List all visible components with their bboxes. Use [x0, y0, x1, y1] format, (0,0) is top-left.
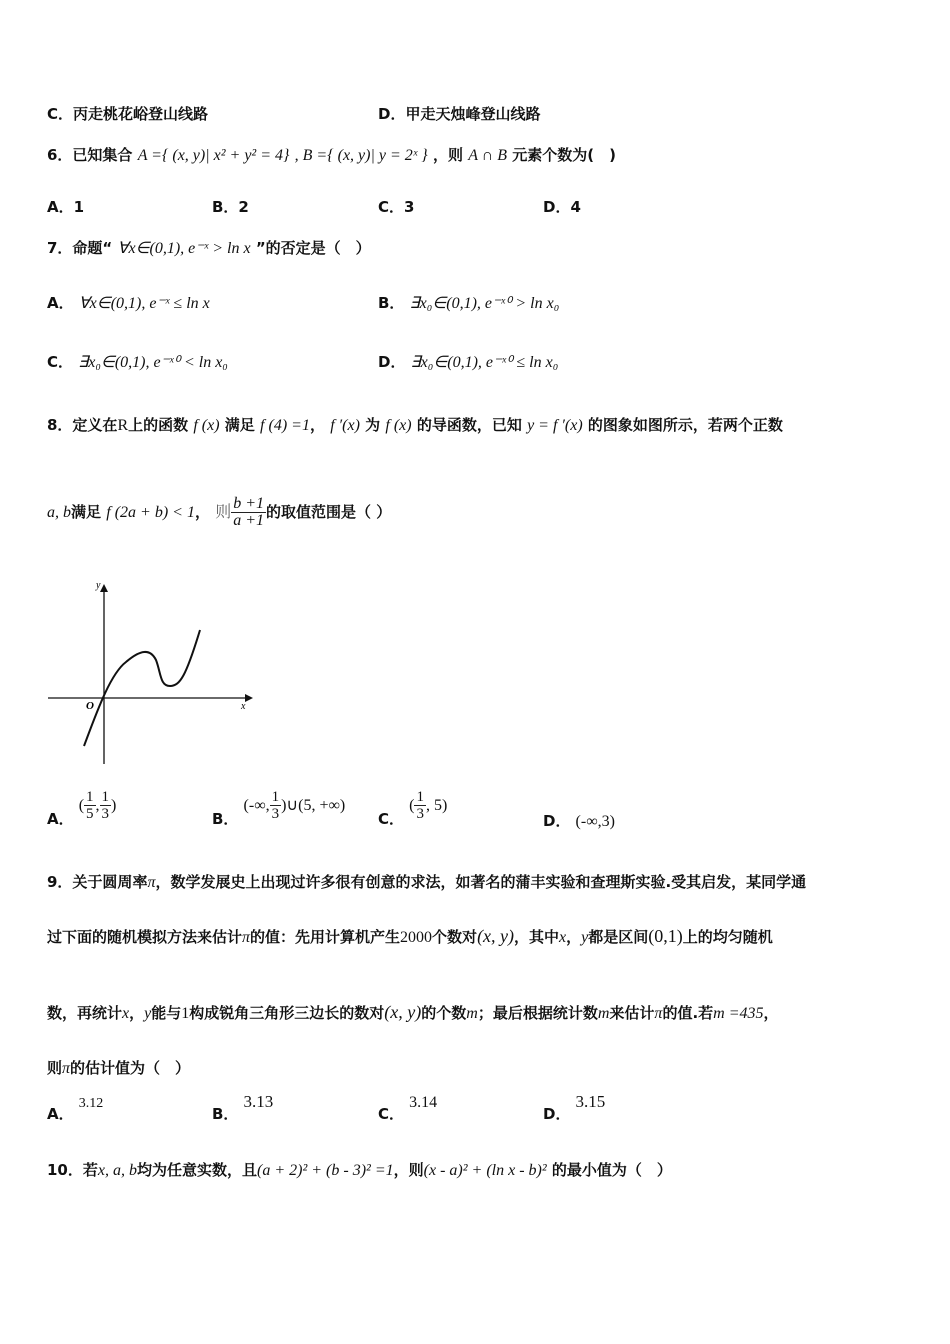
q10-text-4: 的最小值为（ ）	[551, 1161, 672, 1179]
q7-option-a	[47, 292, 210, 313]
q9-m-1: m	[466, 1005, 478, 1022]
q9-line4	[47, 1057, 190, 1078]
q8-option-a-label: A．	[47, 810, 74, 828]
q9-pi-4: π	[62, 1060, 71, 1077]
q9-line1	[47, 871, 806, 892]
q8-option-c	[378, 789, 447, 829]
q8-text-9: ，	[194, 503, 210, 521]
q9-x-2: x	[122, 1005, 130, 1022]
q9-y-1: y	[581, 929, 589, 946]
q9-pi-2: π	[242, 929, 251, 946]
q8-option-a-num1: 1	[86, 789, 94, 805]
q8-text-1: 8．定义在	[47, 416, 118, 434]
q9-pair-1: (x, y)	[477, 926, 515, 946]
q9-pi-3: π	[654, 1005, 663, 1022]
q8-option-a-num2: 1	[101, 789, 110, 805]
q8-text-10: 的取值范围是（ ）	[266, 503, 392, 521]
q6-option-c: C．3	[378, 198, 415, 216]
q9-pi-1: π	[147, 874, 156, 891]
q8-text-4: ，	[309, 416, 325, 434]
q7-option-d-text: ∃x₀∈(0,1), e⁻ˣ⁰ ≤ ln x₀	[410, 354, 559, 371]
q8-option-c-label: C．	[378, 810, 405, 828]
q9-text-2e: ，	[566, 928, 582, 946]
q5-option-d: D．甲走天烛峰登山线路	[378, 105, 541, 123]
q8-option-d	[543, 810, 615, 831]
q9-text-2f: 都是区间	[588, 928, 649, 946]
q9-text-3h: 的值.若	[662, 1004, 714, 1022]
q9-pair-2: (x, y)	[384, 1002, 422, 1022]
q6-tail1: ，则	[432, 146, 463, 164]
q9-text-2a: 过下面的随机模拟方法来估计	[47, 928, 243, 946]
q7-stem	[47, 237, 371, 258]
q7-proposition: ∀x∈(0,1), e⁻ˣ > ln x	[117, 240, 251, 257]
q8-text-3: 满足	[224, 416, 255, 434]
q9-option-d-label: D．	[543, 1105, 571, 1123]
q9-text-3g: 来估计	[609, 1004, 655, 1022]
q9-text-1b: ，数学发展史上出现过许多很有创意的求法，如著名的蒲丰实验和查理斯实验.受其启发，某同学通	[155, 873, 807, 891]
q9-m-435: m =435	[713, 1005, 764, 1022]
q7-option-b-text: ∃x₀∈(0,1), e⁻ˣ⁰ > ln x₀	[409, 295, 560, 312]
q6-option-d: D．4	[543, 198, 581, 216]
q9-text-3f: ；最后根据统计数	[477, 1004, 598, 1022]
q7-option-d	[378, 351, 558, 372]
q6-tail2: 元素个数为( )	[512, 146, 616, 164]
q9-one: 1	[181, 1005, 190, 1022]
q7-option-a-text: ∀x∈(0,1), e⁻ˣ ≤ ln x	[78, 295, 210, 312]
q9-text-2c: 个数对	[432, 928, 478, 946]
q8-option-b	[212, 789, 345, 829]
q8-set-r: R	[117, 417, 129, 434]
q8-option-d-text: (-∞,3)	[575, 813, 615, 830]
q8-option-d-label: D．	[543, 812, 571, 830]
q8-option-a	[47, 789, 116, 829]
q6-set-b: , B ={ (x, y)| y = 2ˣ }	[294, 147, 428, 164]
q9-y-2: y	[144, 1005, 152, 1022]
q8-fprime: f ′(x)	[330, 417, 360, 434]
q10-stem	[47, 1159, 672, 1180]
q8-option-b-den: 3	[271, 806, 280, 822]
q9-text-3d: 构成锐角三角形三边长的数对	[189, 1004, 385, 1022]
q8-option-c-num: 1	[416, 789, 424, 805]
q5-option-c: C．丙走桃花峪登山线路	[47, 105, 209, 123]
q8-f4: f (4) =1	[260, 417, 310, 434]
q10-text-1: 10．若	[47, 1161, 98, 1179]
q9-option-d-text: 3.15	[575, 1092, 606, 1111]
q8-derivative-graph	[40, 578, 255, 770]
q10-text-3: ，则	[393, 1161, 424, 1179]
q8-option-b-right: )∪(5, +∞)	[281, 797, 346, 814]
q10-condition: (a + 2)² + (b - 3)² =1	[257, 1162, 394, 1179]
q9-text-3c: 能与	[151, 1004, 182, 1022]
q9-text-1a: 9．关于圆周率	[47, 873, 148, 891]
q8-option-a-rparen: )	[111, 797, 117, 814]
q9-interval: (0,1)	[648, 926, 683, 946]
q9-text-2b: 的值：先用计算机产生	[250, 928, 401, 946]
q7-option-a-label: A．	[47, 294, 74, 312]
q8-fraction	[231, 496, 266, 529]
q6-number: 6．已知集合	[47, 146, 133, 164]
q8-text-6: 的导函数，已知	[416, 416, 522, 434]
q6-stem	[47, 144, 616, 165]
q6-option-a: A．1	[47, 198, 85, 216]
q8-inequality: f (2a + b) < 1	[106, 504, 195, 521]
q6-intersection: A ∩ B	[468, 147, 507, 164]
q9-text-3e: 的个数	[421, 1004, 467, 1022]
q8-option-b-left: (-∞,	[243, 797, 270, 814]
q6-set-a: A ={ (x, y)| x² + y² = 4}	[137, 147, 290, 164]
q9-text-2g: 上的均匀随机	[682, 928, 773, 946]
q8-text-8: 满足	[71, 503, 102, 521]
q8-option-a-comma: ,	[95, 797, 100, 814]
q9-option-d	[543, 1092, 605, 1124]
q7-option-d-label: D．	[378, 353, 406, 371]
q7-tail: ”的否定是（ ）	[255, 239, 371, 257]
q9-option-b-text: 3.13	[243, 1092, 274, 1111]
q9-m-2: m	[597, 1005, 610, 1022]
q9-option-a-text: 3.12	[78, 1096, 104, 1111]
q10-text-2: 均为任意实数，且	[136, 1161, 257, 1179]
q9-option-c	[378, 1092, 437, 1124]
q8-option-b-label: B．	[212, 810, 239, 828]
q7-option-b-label: B．	[378, 294, 405, 312]
q9-option-a	[47, 1092, 103, 1124]
q9-text-3a: 数，再统计	[47, 1004, 123, 1022]
y-axis-arrow-icon	[100, 584, 108, 592]
q9-text-3b: ，	[129, 1004, 145, 1022]
q9-line2	[47, 926, 773, 947]
q9-option-b-label: B．	[212, 1105, 239, 1123]
q8-option-c-left: (	[409, 797, 415, 814]
q9-option-a-label: A．	[47, 1105, 74, 1123]
q8-option-a-lparen: (	[78, 797, 85, 814]
q9-text-4b: 的估计值为（ ）	[70, 1059, 191, 1077]
q8-option-b-num: 1	[271, 789, 280, 805]
q8-ab: a, b	[47, 504, 71, 521]
q6-option-b: B．2	[212, 198, 249, 216]
origin-label: O	[86, 700, 94, 712]
q7-option-c-label: C．	[47, 353, 74, 371]
q9-text-3i: ，	[763, 1004, 779, 1022]
q8-text-7: 的图象如图所示，若两个正数	[587, 416, 783, 434]
q8-fx-2: f (x)	[385, 417, 412, 434]
q7-option-b	[378, 292, 559, 313]
q9-n2000: 2000	[400, 929, 433, 946]
q9-x-1: x	[559, 929, 567, 946]
q9-line3	[47, 1002, 779, 1023]
q9-option-c-label: C．	[378, 1105, 405, 1123]
q8-option-a-den1: 5	[86, 806, 94, 822]
q8-fx: f (x)	[193, 417, 220, 434]
q9-option-c-text: 3.14	[409, 1094, 438, 1111]
q8-option-c-den: 3	[416, 806, 424, 822]
axis-y-label: y	[96, 580, 101, 591]
q9-text-2d: ，其中	[514, 928, 560, 946]
q8-option-c-right: , 5)	[425, 797, 448, 814]
q7-option-c-text: ∃x₀∈(0,1), e⁻ˣ⁰ < ln x₀	[78, 354, 228, 371]
q8-fraction-denominator: a +1	[233, 512, 265, 529]
q10-expression: (x - a)² + (ln x - b)²	[423, 1162, 547, 1179]
q9-option-b	[212, 1092, 273, 1124]
q8-stem-line2	[47, 496, 391, 529]
q8-fraction-numerator: b +1	[233, 495, 265, 512]
q7-number: 7．命题“	[47, 239, 113, 257]
q9-text-4a: 则	[47, 1059, 63, 1077]
q10-vars: x, a, b	[97, 1162, 137, 1179]
q8-text-5: 为	[365, 416, 381, 434]
q7-option-c	[47, 351, 228, 372]
q8-stem-line1	[47, 414, 783, 435]
axis-x-label: x	[241, 701, 246, 712]
x-axis-arrow-icon	[245, 694, 253, 702]
q8-ze: 则	[215, 504, 232, 521]
q8-y-fprime: y = f ′(x)	[527, 417, 583, 434]
q8-text-2: 上的函数	[128, 416, 189, 434]
derivative-curve	[84, 630, 200, 746]
q8-option-a-den2: 3	[101, 806, 110, 822]
